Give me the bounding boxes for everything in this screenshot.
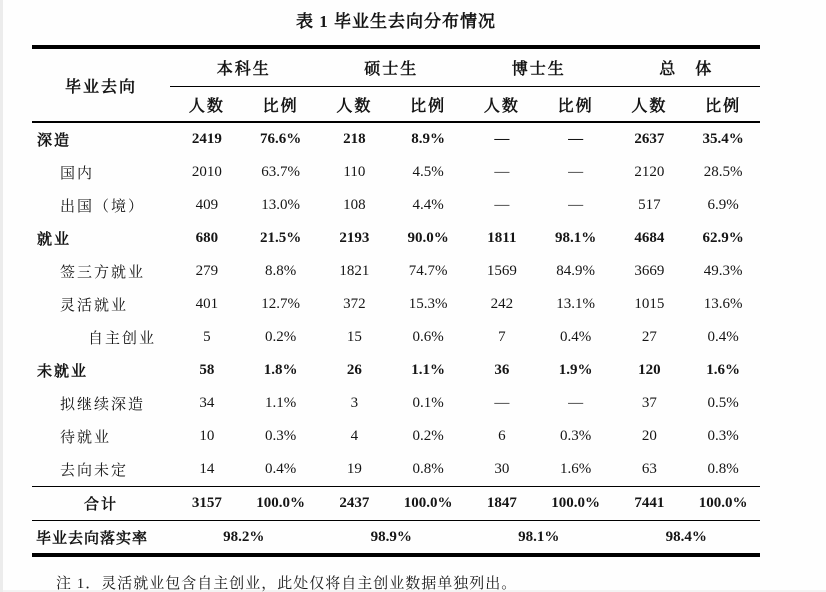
table-cell: 37 — [641, 395, 657, 411]
table-cell: 76.6% — [260, 131, 302, 147]
table-cell: 0.4% — [707, 329, 739, 345]
table-cell: 62.9% — [702, 230, 744, 246]
table-cell: 98.1% — [465, 520, 613, 553]
table-cell: 49.3% — [703, 263, 743, 279]
table-cell: 3669 — [634, 263, 665, 279]
table-cell: 100.0% — [686, 486, 760, 520]
table-cell: — — [494, 164, 510, 180]
table-cell: 409 — [195, 197, 219, 213]
table-cell: 0.3% — [560, 428, 592, 444]
table-cell: 98.2% — [170, 520, 318, 553]
table-cell: 1.9% — [558, 362, 593, 378]
table-cell: 58 — [199, 362, 215, 378]
table-cell: 3 — [350, 395, 359, 411]
table-cell: 12.7% — [261, 296, 300, 312]
table-cell: 4.4% — [412, 197, 444, 213]
table-cell: 110 — [343, 164, 366, 180]
table-cell: 7441 — [613, 486, 687, 520]
table-cell: 0.1% — [412, 395, 444, 411]
table-cell: 1811 — [487, 230, 517, 246]
table-cell: 20 — [641, 428, 657, 444]
table-cell: 15.3% — [408, 296, 448, 312]
row-label: 待就业 — [60, 430, 112, 446]
row-label: 国内 — [60, 166, 95, 182]
table-cell: 242 — [490, 296, 514, 312]
table-cell: 8.8% — [265, 263, 297, 279]
subheader-count: 人数 — [613, 87, 687, 123]
table-cell: 120 — [638, 362, 661, 378]
table-cell: — — [494, 395, 510, 411]
table-cell: 680 — [195, 230, 219, 246]
table-cell: 2419 — [191, 131, 222, 147]
table-cell: 34 — [199, 395, 215, 411]
row-header-cell: 毕业去向 — [32, 49, 170, 123]
table-cell: 1569 — [486, 263, 517, 279]
row-label: 出国（境） — [60, 199, 146, 215]
table-cell: 36 — [494, 362, 510, 378]
footnote: 注 1．灵活就业包含自主创业，此处仅将自主创业数据单独列出。 — [56, 576, 518, 592]
table-cell: 0.6% — [412, 329, 444, 345]
row-label: 拟继续深造 — [60, 397, 146, 413]
table-cell: 517 — [638, 197, 661, 213]
row-label: 签三方就业 — [60, 265, 146, 281]
table-cell: 63.7% — [261, 164, 300, 180]
table-cell: 0.3% — [265, 428, 297, 444]
graduate-destination-table — [32, 45, 760, 557]
table-cell: 0.4% — [265, 461, 297, 477]
table-caption: 表 1 毕业生去向分布情况 — [296, 12, 496, 31]
table-cell: 90.0% — [407, 230, 449, 246]
table-cell: — — [494, 197, 510, 213]
table-cell: 0.4% — [560, 329, 592, 345]
table-cell: 2010 — [191, 164, 222, 180]
table-cell: 21.5% — [260, 230, 302, 246]
table-cell: 28.5% — [703, 164, 743, 180]
row-label: 毕业去向落实率 — [32, 520, 170, 553]
table-cell: 1015 — [634, 296, 665, 312]
table-cell: 6 — [498, 428, 506, 444]
row-label: 自主创业 — [88, 331, 157, 347]
table-cell: 1.6% — [706, 362, 740, 378]
table-cell: 0.5% — [707, 395, 739, 411]
table-cell: 13.0% — [261, 197, 300, 213]
table-cell: 98.9% — [318, 520, 466, 553]
row-label: 未就业 — [37, 364, 89, 380]
table-cell: 372 — [343, 296, 366, 312]
subheader-ratio: 比例 — [244, 87, 318, 123]
table-cell: 2120 — [634, 164, 665, 180]
table-cell: 13.1% — [556, 296, 595, 312]
table-cell: 6.9% — [707, 197, 739, 213]
table-cell: 0.8% — [707, 461, 739, 477]
table-cell: 35.4% — [702, 131, 744, 147]
table-cell: 19 — [346, 461, 362, 477]
table-cell: 26 — [346, 362, 362, 378]
table-cell: 1.8% — [263, 362, 298, 378]
table-cell: 401 — [195, 296, 219, 312]
subheader-ratio: 比例 — [686, 87, 760, 123]
table-cell: 5 — [203, 329, 211, 345]
table-cell: 4684 — [634, 230, 665, 246]
table-cell: 0.2% — [412, 428, 444, 444]
table-cell: — — [568, 395, 584, 411]
row-label: 深造 — [37, 133, 72, 149]
group-header-master: 硕士生 — [318, 49, 466, 87]
table-cell: 1.6% — [560, 461, 592, 477]
table-cell: 1.1% — [265, 395, 297, 411]
subheader-count: 人数 — [465, 87, 539, 123]
subheader-count: 人数 — [170, 87, 244, 123]
table-cell: 2637 — [634, 131, 665, 147]
table-cell: 279 — [195, 263, 219, 279]
table-cell: 27 — [641, 329, 657, 345]
table-cell: 7 — [498, 329, 506, 345]
table-cell: — — [568, 164, 584, 180]
table-cell: 1821 — [339, 263, 370, 279]
table-cell: — — [494, 131, 510, 147]
table-cell: 100.0% — [244, 486, 318, 520]
table-cell: 108 — [343, 197, 366, 213]
subheader-ratio: 比例 — [391, 87, 465, 123]
group-header-doctoral: 博士生 — [465, 49, 613, 87]
table-cell: 0.8% — [412, 461, 444, 477]
table-cell: 2437 — [318, 486, 392, 520]
table-cell: 13.6% — [703, 296, 743, 312]
row-label: 去向未定 — [60, 463, 129, 479]
table-cell: 3157 — [170, 486, 244, 520]
table-cell: — — [568, 131, 584, 147]
table-cell: 218 — [343, 131, 366, 147]
table-cell: 63 — [641, 461, 657, 477]
row-label: 就业 — [37, 232, 72, 248]
table-cell: 0.3% — [707, 428, 739, 444]
table-cell: — — [568, 197, 584, 213]
table-cell: 0.2% — [265, 329, 297, 345]
table-cell: 1847 — [465, 486, 539, 520]
table-cell: 4 — [350, 428, 359, 444]
table-cell: 1.1% — [411, 362, 445, 378]
table-cell: 74.7% — [408, 263, 448, 279]
table-cell: 100.0% — [391, 486, 465, 520]
table-cell: 15 — [346, 329, 362, 345]
table-cell: 4.5% — [412, 164, 444, 180]
row-label: 灵活就业 — [60, 298, 129, 314]
subheader-count: 人数 — [318, 87, 392, 123]
group-header-overall: 总 体 — [613, 49, 761, 87]
table-cell: 8.9% — [411, 131, 445, 147]
subheader-ratio: 比例 — [539, 87, 613, 123]
table-cell: 10 — [199, 428, 215, 444]
table-cell: 84.9% — [556, 263, 595, 279]
table-cell: 98.4% — [613, 520, 761, 553]
table-cell: 14 — [199, 461, 215, 477]
table-cell: 2193 — [339, 230, 370, 246]
table-cell: 100.0% — [539, 486, 613, 520]
group-header-undergraduate: 本科生 — [170, 49, 318, 87]
row-label: 合计 — [32, 486, 170, 520]
table-cell: 98.1% — [555, 230, 597, 246]
table-cell: 30 — [494, 461, 510, 477]
